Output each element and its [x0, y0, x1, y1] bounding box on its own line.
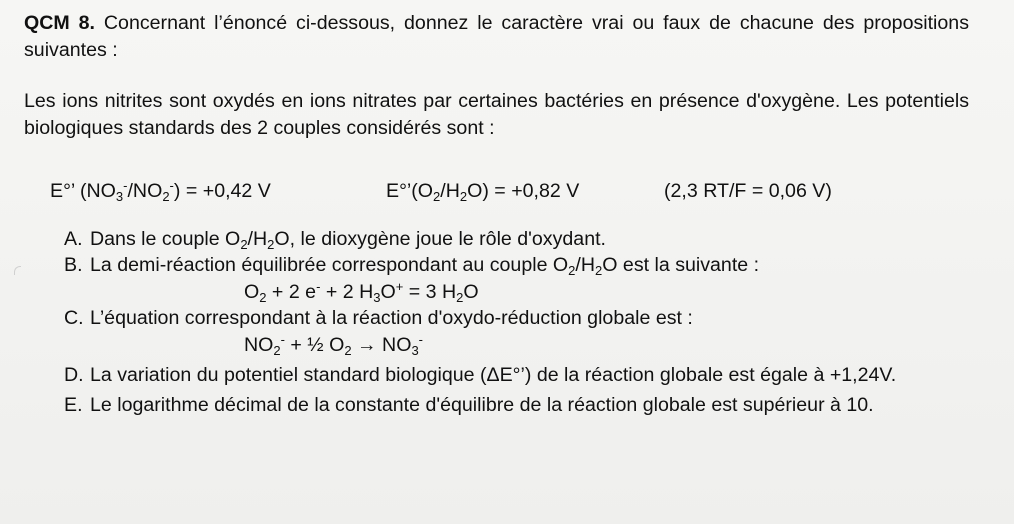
proposition-letter: C. — [64, 307, 84, 329]
proposition-text: Dans le couple $O_2/H_2O$, le dioxygène joue le rôle d'oxydant. — [90, 228, 606, 252]
rt-f-constant: (2,3 RT/F = 0,06 V) — [664, 180, 832, 202]
potential-nitrate-nitrite: E°’ $(NO_3^-/NO_2^-) = +0,42$ V — [50, 178, 271, 204]
proposition-letter: B. — [64, 254, 83, 276]
question-header — [24, 10, 969, 64]
half-reaction-equation: $O_2 + 2$ e- + 2 $H_3O^+ = 3$ $H_2O$ — [244, 279, 479, 305]
question-number: QCM 8. — [24, 12, 95, 34]
proposition-text: La demi-réaction équilibrée correspondant au couple $O_2/H_2O$ est la suivante : — [90, 254, 760, 278]
proposition-letter: D. — [64, 364, 84, 386]
proposition-d — [64, 362, 974, 388]
standard-potentials — [0, 179, 1014, 203]
potential-oxygen-water: $E^\circ’(O_2/H_2O) = +0,82$ V — [386, 180, 580, 204]
propositions-list — [64, 226, 974, 418]
proposition-letter: E. — [64, 394, 83, 416]
scan-mark — [14, 266, 21, 275]
question-instruction: Concernant l’énoncé ci-dessous, donnez le caractère vrai ou faux de chacune des propositions suivantes : — [24, 12, 970, 61]
proposition-letter: A. — [64, 228, 83, 250]
question-statement: Les ions nitrites sont oxydés en ions nitrates par certaines bactéries en présence d'oxygène. Les potentiels biologiques standards des 2 couples considérés sont : — [24, 90, 969, 139]
proposition-c — [64, 305, 974, 331]
proposition-b — [64, 252, 974, 278]
proposition-text: Le logarithme décimal de la constante d'équilibre de la réaction globale est supérieur à 10. — [90, 394, 874, 416]
proposition-text: La variation du potentiel standard biologique (ΔE°’) de la réaction globale est égale à +1,24V. — [90, 364, 897, 386]
proposition-a — [64, 226, 974, 252]
proposition-text: L’équation correspondant à la réaction d'oxydo-réduction globale est : — [90, 307, 693, 329]
proposition-e — [64, 392, 974, 418]
global-reaction-equation: $NO_2^-$ + ½ $O_2 \to NO_3^-$ — [244, 332, 424, 358]
